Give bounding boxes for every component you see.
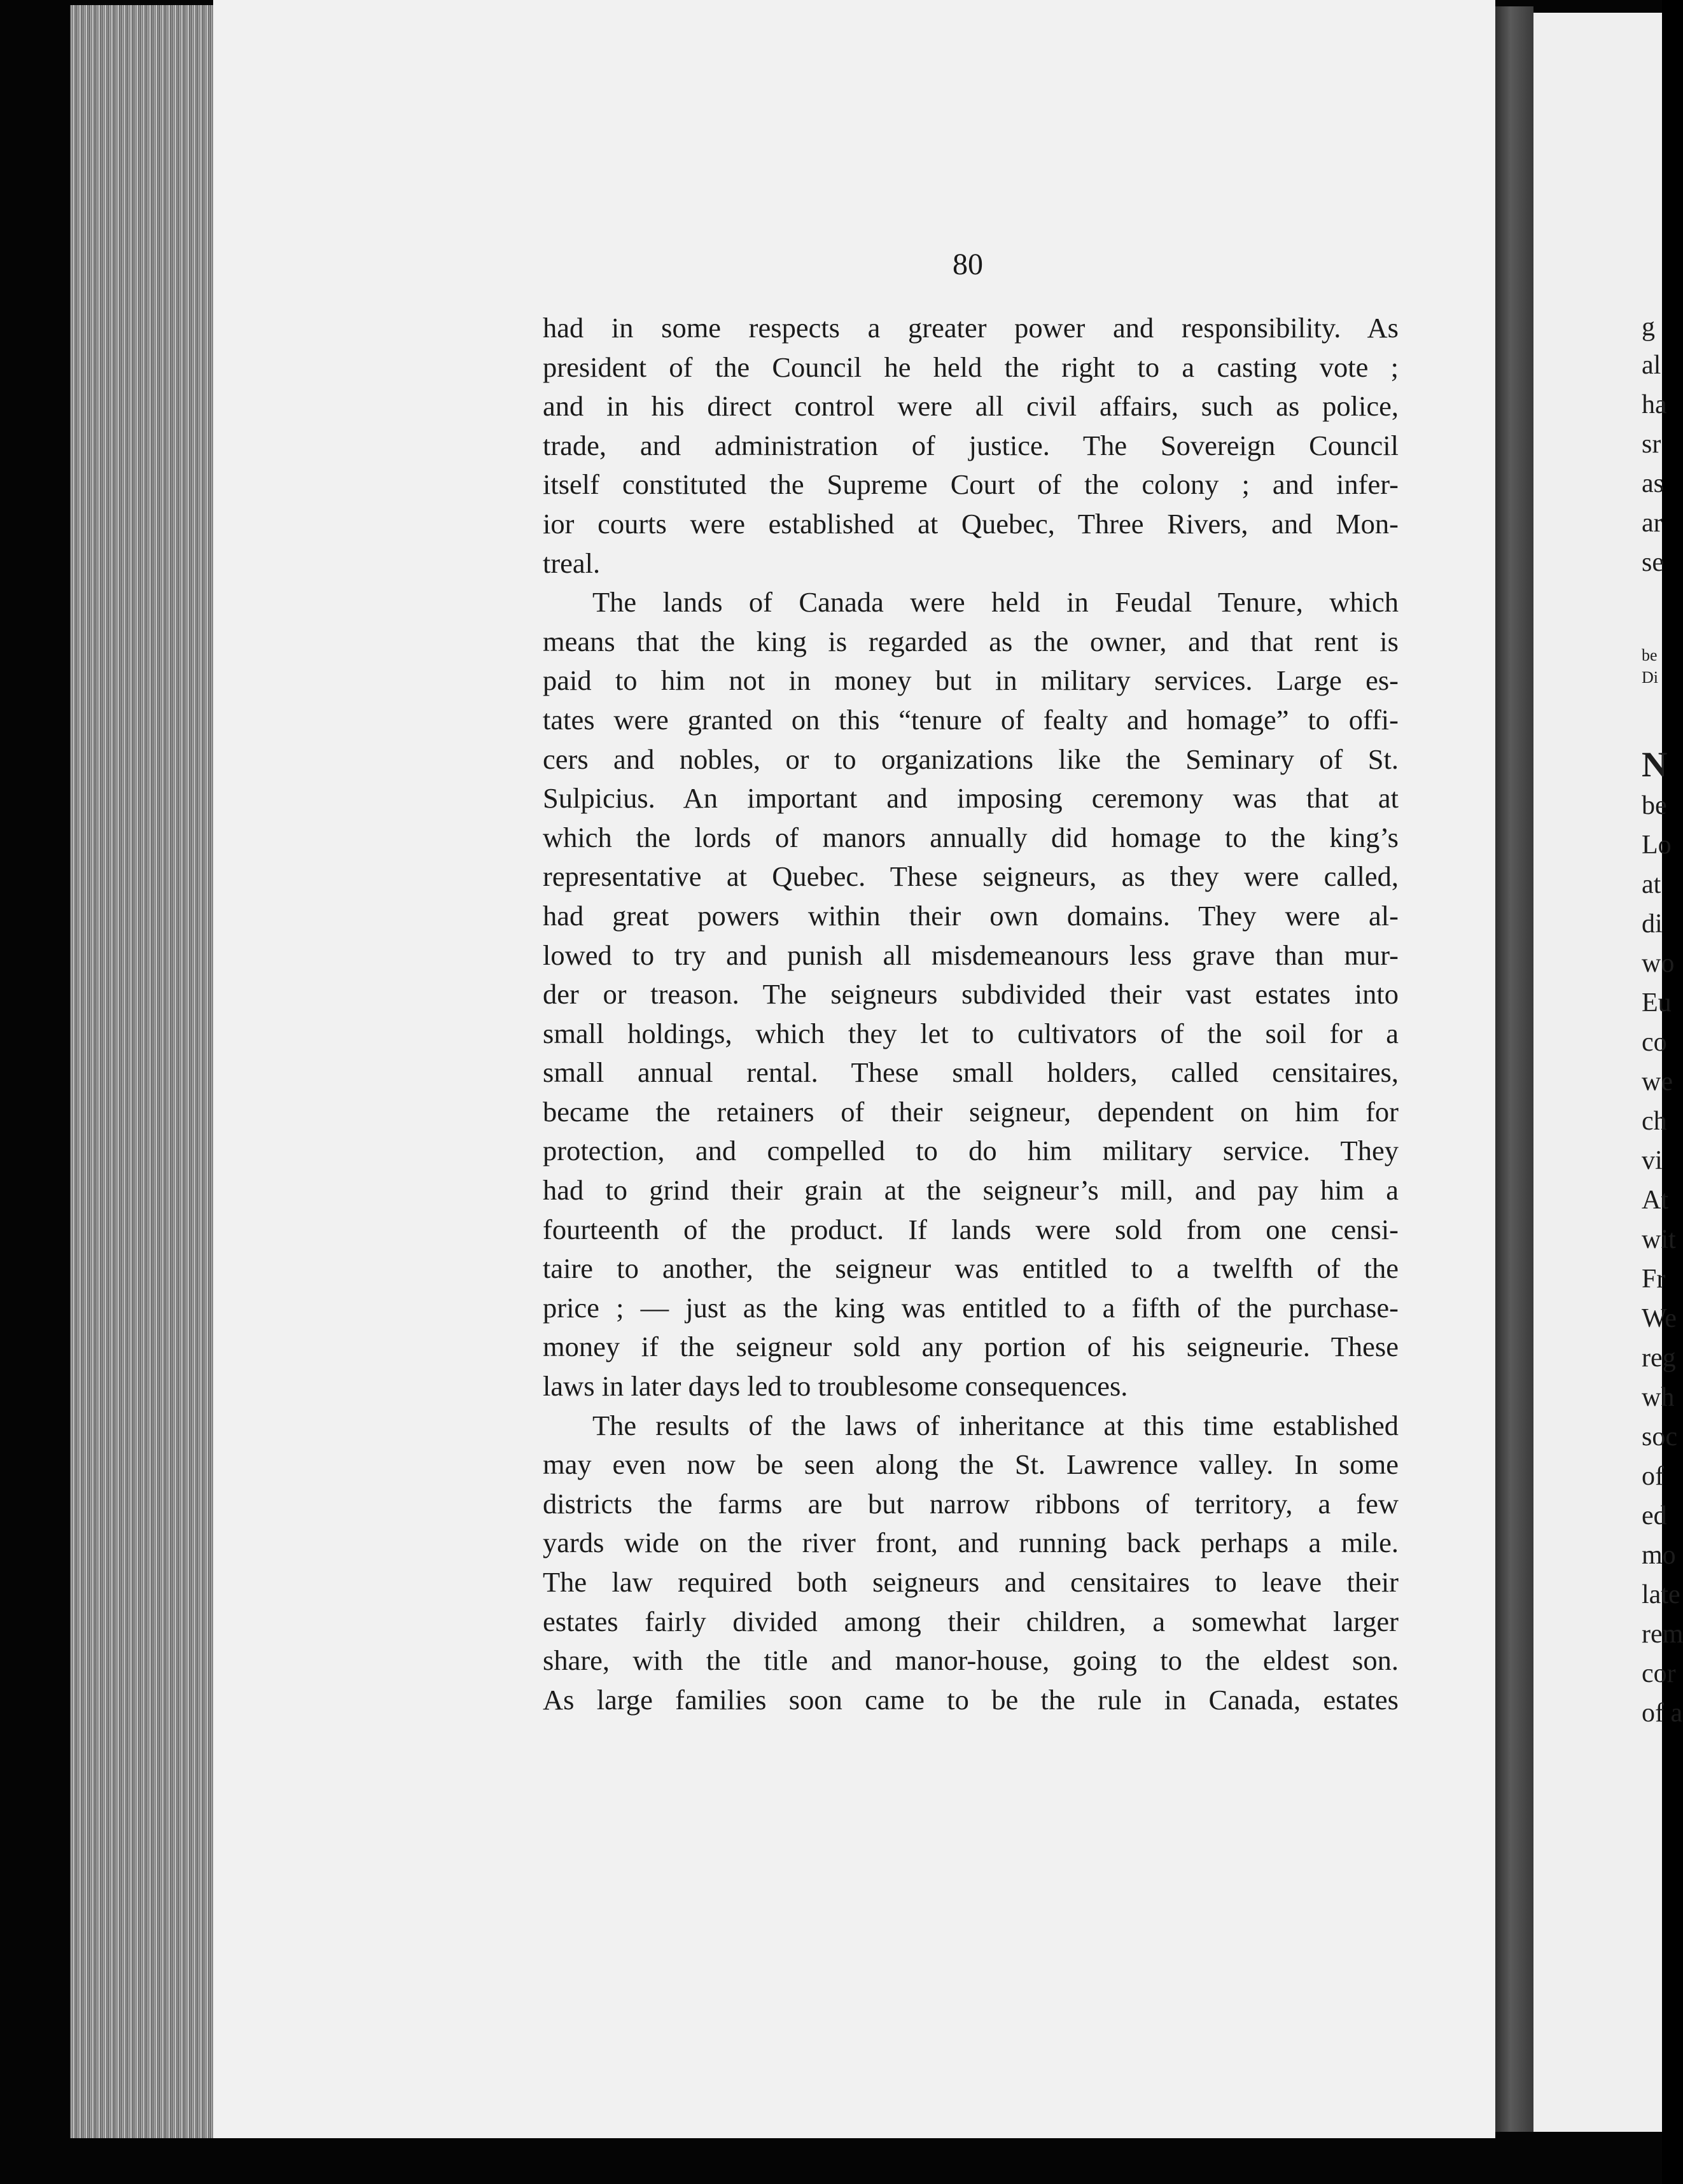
facing-page-text: reg [1642,1343,1676,1373]
facing-page-text: of [1642,1462,1664,1491]
body-text [543,309,1399,1719]
text-line: districts the farms are but narrow ribbons of territory, a few [543,1487,1399,1520]
facing-page-text: ch [1642,1107,1667,1136]
facing-page-text: cor [1642,1659,1676,1688]
text-line: which the lords of manors annually did homage to the king’s [543,821,1399,853]
text-line: had to grind their grain at the seigneur’s mill, and pay him a [543,1174,1399,1207]
facing-page-text: se [1642,548,1664,577]
facing-page-text: ar [1642,508,1663,538]
text-line: cers and nobles, or to organizations like the Seminary of St. [543,743,1399,775]
text-line: may even now be seen along the St. Lawrence valley. In some [543,1448,1399,1481]
text-line: trade, and administration of justice. The Sovereign Council [543,429,1399,461]
text-line: yards wide on the river front, and running back perhaps a mile. [543,1527,1399,1559]
facing-page-text: wh [1642,1383,1675,1412]
text-line: laws in later days led to troublesome consequences. [543,1370,1128,1403]
facing-page-text: Eu [1642,988,1672,1018]
text-line: small holdings, which they let to cultivators of the soil for a [543,1017,1399,1049]
text-line: The lands of Canada were held in Feudal Tenure, which [592,586,1399,619]
text-line: share, with the title and manor-house, going to the eldest son. [543,1644,1399,1677]
text-line: paid to him not in money but in military services. Large es- [543,664,1399,697]
paragraph [543,1406,1399,1720]
text-line: price ; — just as the king was entitled to a fifth of the purchase- [543,1291,1399,1324]
text-line: taire to another, the seigneur was entitled to a twelfth of the [543,1252,1399,1285]
facing-page-fragment [1533,13,1683,2132]
facing-page-text: we [1642,1067,1673,1096]
facing-page-text: ed [1642,1501,1667,1530]
facing-page-text: co [1642,1028,1667,1057]
facing-page-text: Lo [1642,830,1672,860]
book-page-edges [70,5,216,2138]
text-line: fourteenth of the product. If lands were sold from one censi- [543,1213,1399,1245]
text-line: estates fairly divided among their children, a somewhat larger [543,1605,1399,1637]
text-line: means that the king is regarded as the owner, and that rent is [543,625,1399,657]
text-line: became the retainers of their seigneur, dependent on him for [543,1095,1399,1128]
paragraph [543,583,1399,1406]
facing-page-text: ha [1642,390,1667,419]
facing-page-text: sr [1642,430,1661,459]
facing-page-text: al [1642,351,1661,380]
text-line: As large families soon came to be the rule in Canada, estates [543,1683,1399,1716]
text-line: protection, and compelled to do him military service. They [543,1135,1399,1167]
facing-page-text: Fr [1642,1264,1666,1294]
facing-page-text: late [1642,1580,1680,1609]
text-line: der or treason. The seigneurs subdivided their vast estates into [543,978,1399,1011]
facing-page-text: vi [1642,1146,1663,1175]
facing-page-text: Di [1642,668,1658,687]
facing-page-text: At [1642,1186,1668,1215]
text-line: tates were granted on this “tenure of fealty and homage” to offi- [543,703,1399,736]
text-line: itself constituted the Supreme Court of the colony ; and infer- [543,468,1399,501]
facing-page-text: of a [1642,1698,1683,1728]
text-line: representative at Quebec. These seigneurs, as they were called, [543,860,1399,893]
facing-page-text: wo [1642,949,1675,978]
facing-page-text: soc [1642,1422,1677,1452]
gutter-shadow [1495,6,1533,2132]
paragraph [543,309,1399,583]
facing-page-text: be [1642,646,1658,664]
facing-page-text: di [1642,909,1663,939]
facing-page-text: at [1642,870,1661,899]
facing-page-text: wit [1642,1225,1676,1254]
text-line: Sulpicius. An important and imposing ceremony was that at [543,782,1399,815]
text-line: The law required both seigneurs and censitaires to leave their [543,1566,1399,1598]
facing-page-text: be [1642,791,1667,820]
text-line: lowed to try and punish all misdemeanours less grave than mur- [543,939,1399,971]
facing-page-text: mo [1642,1541,1676,1570]
facing-page-text: as [1642,469,1664,498]
text-line: and in his direct control were all civil affairs, such as police, [543,390,1399,423]
text-line: had in some respects a greater power and responsibility. As [543,312,1399,344]
text-line: The results of the laws of inheritance at this time established [592,1409,1399,1441]
facing-page-text: g [1642,312,1655,342]
facing-page-text: rem [1642,1620,1683,1649]
facing-page-text: We [1642,1304,1677,1333]
facing-page-heading: N [1642,745,1668,785]
text-line: small annual rental. These small holders, called censitaires, [543,1056,1399,1089]
text-line: money if the seigneur sold any portion of his seigneurie. These [543,1331,1399,1363]
text-line: had great powers within their own domains. They were al- [543,899,1399,932]
text-line: president of the Council he held the right to a casting vote ; [543,351,1399,383]
page-number: 80 [953,248,983,281]
text-line: treal. [543,547,601,579]
text-line: ior courts were established at Quebec, Three Rivers, and Mon- [543,507,1399,540]
